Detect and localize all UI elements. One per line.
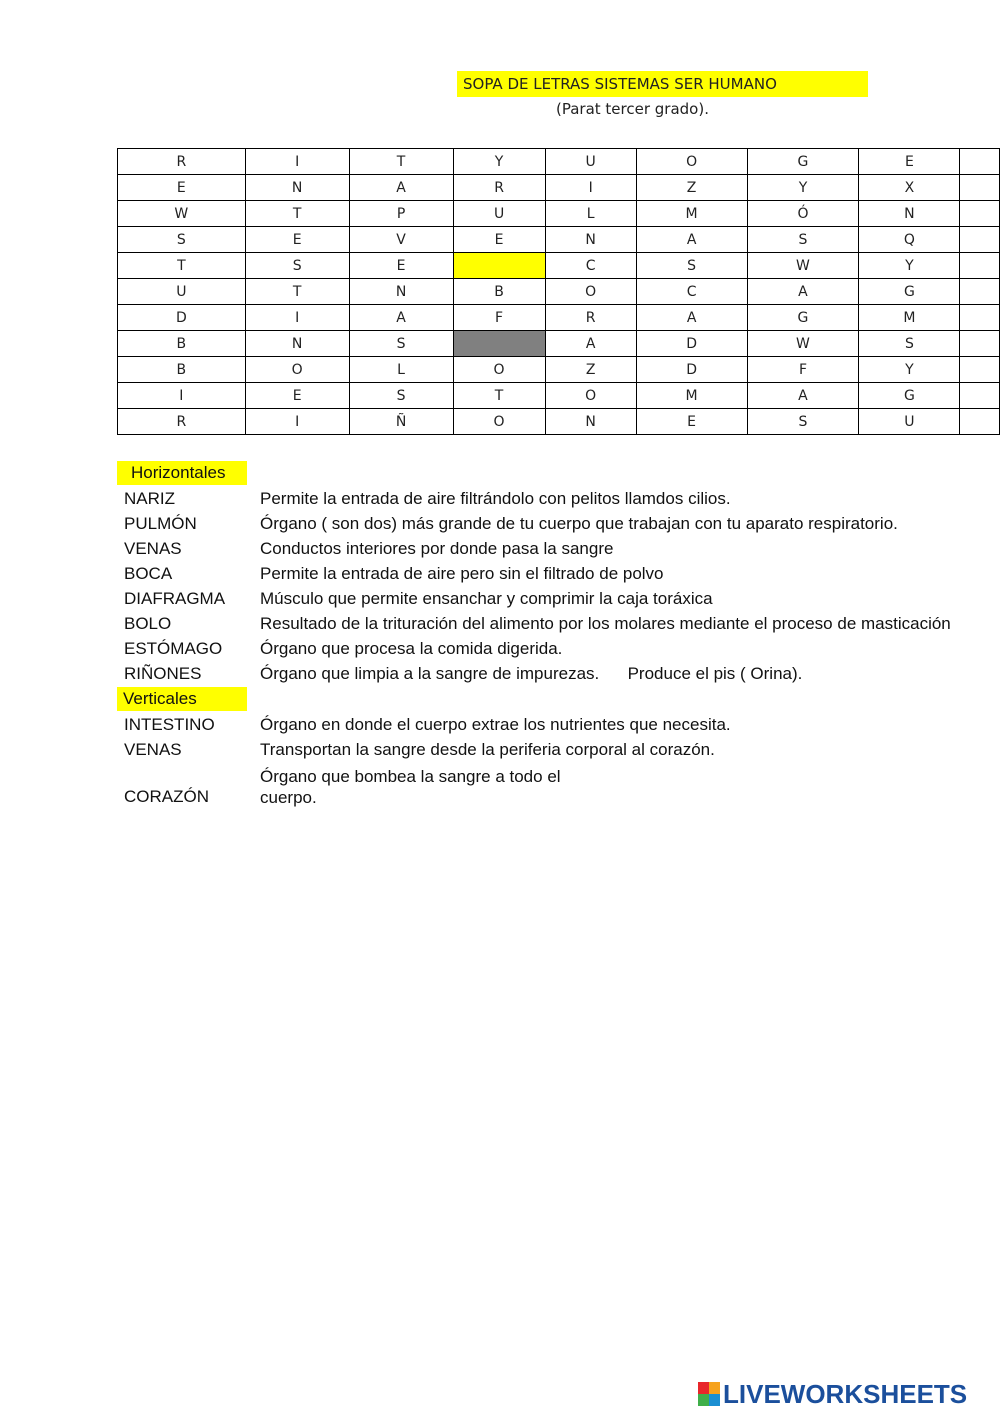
grid-cell: T [245, 279, 349, 305]
grid-cell: G [747, 149, 859, 175]
grid-cell-cut [960, 175, 1000, 201]
grid-cell: Ñ [349, 409, 453, 435]
grid-cell: O [636, 149, 747, 175]
grid-cell: E [118, 175, 246, 201]
grid-cell: U [118, 279, 246, 305]
grid-cell: T [245, 201, 349, 227]
clue-text: Transportan la sangre desde la periferia corporal al corazón. [260, 739, 715, 759]
grid-cell: E [349, 253, 453, 279]
grid-cell: C [545, 253, 636, 279]
clue-word: RIÑONES [124, 663, 202, 683]
clue-text: Órgano ( son dos) más grande de tu cuerpo que trabajan con tu aparato respiratorio. [260, 513, 898, 533]
grid-cell: U [453, 201, 545, 227]
grid-cell-cut [960, 331, 1000, 357]
page-subtitle: (Parat tercer grado). [556, 100, 709, 118]
grid-cell: M [859, 305, 960, 331]
clue-row [117, 712, 1000, 737]
grid-cell: E [245, 383, 349, 409]
grid-cell: I [245, 305, 349, 331]
grid-cell: L [545, 201, 636, 227]
grid-cell: Z [636, 175, 747, 201]
clue-row [117, 661, 1000, 686]
grid-cell: T [349, 149, 453, 175]
grid-cell: L [349, 357, 453, 383]
grid-cell: I [245, 149, 349, 175]
grid-cell: B [118, 357, 246, 383]
grid-cell: S [859, 331, 960, 357]
grid-cell: E [245, 227, 349, 253]
grid-cell-cut [960, 279, 1000, 305]
grid-cell-cut [960, 253, 1000, 279]
grid-cell: O [453, 409, 545, 435]
grid-cell: O [545, 383, 636, 409]
grid-cell: E [859, 149, 960, 175]
grid-cell-cut [960, 383, 1000, 409]
grid-row [118, 253, 1000, 279]
grid-cell: R [453, 175, 545, 201]
grid-cell: P [349, 201, 453, 227]
grid-cell: S [245, 253, 349, 279]
liveworksheets-logo [698, 1380, 967, 1408]
clue-row [117, 611, 1000, 636]
word-search-grid [117, 148, 1000, 435]
clue-row [117, 762, 1000, 808]
clue-word: CORAZÓN [124, 787, 209, 806]
clue-word: BOCA [124, 563, 173, 583]
grid-cell: X [859, 175, 960, 201]
grid-cell-cut [960, 149, 1000, 175]
grid-cell: N [349, 279, 453, 305]
grid-cell-cut [960, 201, 1000, 227]
grid-cell: E [453, 227, 545, 253]
grid-cell: G [747, 305, 859, 331]
clue-word: PULMÓN [124, 513, 197, 533]
grid-cell: S [747, 409, 859, 435]
grid-cell: T [118, 253, 246, 279]
grid-cell [453, 253, 545, 279]
grid-cell: G [859, 383, 960, 409]
grid-cell: Y [747, 175, 859, 201]
grid-cell: A [636, 227, 747, 253]
grid-cell: S [118, 227, 246, 253]
horizontales-list [117, 486, 1000, 686]
clue-text: Órgano en donde el cuerpo extrae los nutrientes que necesita. [260, 714, 731, 734]
grid-row [118, 409, 1000, 435]
grid-cell: S [747, 227, 859, 253]
logo-text: LIVEWORKSHEETS [723, 1378, 968, 1409]
grid-cell: Y [859, 357, 960, 383]
grid-cell-cut [960, 305, 1000, 331]
clues-section [117, 461, 1000, 808]
grid-cell: I [545, 175, 636, 201]
grid-row [118, 175, 1000, 201]
grid-row [118, 149, 1000, 175]
clue-text: Órgano que procesa la comida digerida. [260, 638, 563, 658]
grid-cell: W [747, 253, 859, 279]
grid-cell: A [636, 305, 747, 331]
grid-cell-cut [960, 227, 1000, 253]
logo-mark-icon [698, 1382, 720, 1406]
grid-cell: F [453, 305, 545, 331]
grid-cell: E [636, 409, 747, 435]
grid-cell: T [453, 383, 545, 409]
grid-cell [453, 331, 545, 357]
clue-text: Resultado de la trituración del alimento por los molares mediante el proceso de masticación [260, 613, 951, 633]
clue-row [117, 536, 1000, 561]
clue-row [117, 737, 1000, 762]
grid-cell: D [118, 305, 246, 331]
grid-cell: Y [859, 253, 960, 279]
grid-cell: B [118, 331, 246, 357]
grid-cell: A [747, 383, 859, 409]
grid-cell: R [545, 305, 636, 331]
grid-cell-cut [960, 357, 1000, 383]
grid-cell: A [349, 305, 453, 331]
grid-row [118, 279, 1000, 305]
grid-row [118, 227, 1000, 253]
clue-row [117, 511, 1000, 536]
grid-cell: O [545, 279, 636, 305]
clue-row [117, 561, 1000, 586]
grid-cell: D [636, 357, 747, 383]
verticales-list [117, 712, 1000, 808]
grid-cell: A [545, 331, 636, 357]
grid-cell: R [118, 409, 246, 435]
clue-text: Conductos interiores por donde pasa la sangre [260, 538, 614, 558]
grid-cell: N [545, 409, 636, 435]
grid-cell: N [245, 175, 349, 201]
grid-cell: C [636, 279, 747, 305]
grid-cell: S [349, 383, 453, 409]
grid-cell: I [245, 409, 349, 435]
grid-cell: F [747, 357, 859, 383]
grid-cell: S [349, 331, 453, 357]
grid-row [118, 357, 1000, 383]
grid-cell: A [349, 175, 453, 201]
grid-cell: I [118, 383, 246, 409]
verticales-heading: Verticales [117, 687, 247, 711]
grid-cell: Y [453, 149, 545, 175]
horizontales-heading: Horizontales [117, 461, 247, 485]
clue-word: VENAS [124, 538, 182, 558]
grid-cell: U [859, 409, 960, 435]
grid-cell: O [453, 357, 545, 383]
clue-text: Permite la entrada de aire filtrándolo con pelitos llamdos cilios. [260, 488, 731, 508]
grid-cell: D [636, 331, 747, 357]
clue-word: INTESTINO [124, 714, 215, 734]
grid-cell: N [245, 331, 349, 357]
grid-cell: N [859, 201, 960, 227]
grid-cell: M [636, 201, 747, 227]
grid-row [118, 331, 1000, 357]
grid-cell: Q [859, 227, 960, 253]
clue-text: Órgano que bombea la sangre a todo el cuerpo. [260, 767, 561, 807]
grid-cell: W [118, 201, 246, 227]
grid-cell: N [545, 227, 636, 253]
grid-cell: S [636, 253, 747, 279]
clue-word: ESTÓMAGO [124, 638, 223, 658]
grid-cell: O [245, 357, 349, 383]
grid-row [118, 305, 1000, 331]
clue-row [117, 586, 1000, 611]
grid-row [118, 383, 1000, 409]
clue-row [117, 636, 1000, 661]
grid-cell: W [747, 331, 859, 357]
clue-word: NARIZ [124, 488, 175, 508]
grid-cell-cut [960, 409, 1000, 435]
grid-row [118, 201, 1000, 227]
grid-cell: Z [545, 357, 636, 383]
page-title: SOPA DE LETRAS SISTEMAS SER HUMANO [457, 71, 868, 97]
clue-word: VENAS [124, 739, 182, 759]
clue-word: BOLO [124, 613, 172, 633]
grid-cell: A [747, 279, 859, 305]
grid-cell: V [349, 227, 453, 253]
grid-cell: U [545, 149, 636, 175]
grid-cell: B [453, 279, 545, 305]
clue-text: Permite la entrada de aire pero sin el filtrado de polvo [260, 563, 664, 583]
grid-cell: Ó [747, 201, 859, 227]
clue-word: DIAFRAGMA [124, 588, 226, 608]
grid-cell: M [636, 383, 747, 409]
clue-text: Músculo que permite ensanchar y comprimir la caja toráxica [260, 588, 713, 608]
clue-text: Órgano que limpia a la sangre de impurezas. Produce el pis ( Orina). [260, 663, 803, 683]
clue-row [117, 486, 1000, 511]
grid-cell: G [859, 279, 960, 305]
grid-cell: R [118, 149, 246, 175]
